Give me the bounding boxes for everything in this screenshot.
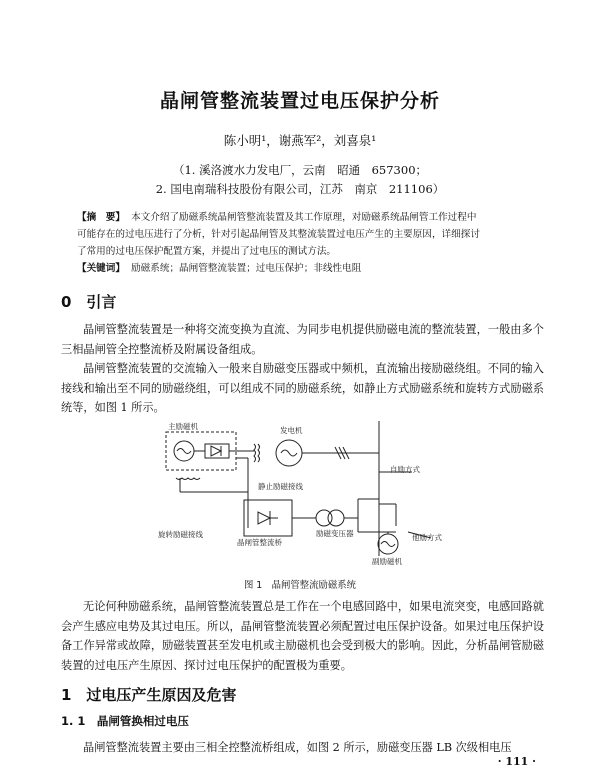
label-static-wiring: 静止励磁接线 [258, 482, 303, 491]
affiliation-1: （1. 溪洛渡水力发电厂，云南 昭通 657300； [172, 163, 428, 177]
abstract-line-2: 可能存在的过电压进行了分析，针对引起晶闸管及其整流装置过电压产生的主要原因，详细探讨 [77, 229, 480, 240]
diode-symbol [211, 446, 221, 456]
keywords: 励磁系统；晶闸管整流装置；过电压保护；非线性电阻 [131, 263, 362, 274]
page-number: · 111 · [497, 755, 536, 768]
label-sub-exciter: 副励磁机 [372, 557, 402, 566]
paragraph-3: 无论何种励磁系统，晶闸管整流装置总是工作在一个电感回路中，如果电流突变，电感回路就会产生感应电势及其过电压。所以，晶闸管整流装置必须配置过电压保护设备。如果过电压保护设备工作异常或故障，励磁装置甚至发电机或主励磁机也会受到极大的影响。因此，分析晶闸管励磁装置的过电压产生原因、探讨过电压保护的配置极为重要。 [61, 600, 544, 672]
label-main-exciter: 主励磁机 [168, 422, 198, 431]
section-0-heading: 0 引言 [61, 293, 117, 311]
exc-transformer-coil-1 [316, 510, 332, 526]
author-list: 陈小明¹，谢燕军²，刘喜泉¹ [223, 133, 377, 148]
exc-transformer-coil-2 [328, 510, 344, 526]
paragraph-4: 晶闸管整流装置主要由三相全控整流桥组成，如图 2 所示，励磁变压器 LB 次级相电压 [83, 741, 512, 754]
paper-title: 晶闸管整流装置过电压保护分析 [159, 90, 440, 112]
paragraph-2: 晶闸管整流装置的交流输入一般来自励磁变压器或中频机，直流输出接励磁绕组。不同的输入接线和输出至不同的励磁绕组，可以组成不同的励磁系统，如静止方式励磁系统和旋转方式励磁系统等，如图 1 所示。 [61, 362, 544, 414]
label-rotating-wiring: 旋转励磁接线 [158, 530, 203, 539]
abstract-line-3: 了常用的过电压保护配置方案，并提出了过电压的测试方法。 [77, 246, 337, 257]
rotor-winding [254, 444, 256, 462]
label-rectifier: 晶闸管整流桥 [237, 538, 282, 547]
label-separate-excitation: 他励方式 [412, 533, 442, 542]
abstract-line-1: 本文介绍了励磁系统晶闸管整流装置及其工作原理，对励磁系统晶闸管工作过程中 [131, 212, 477, 223]
thyristor-bridge [244, 500, 292, 536]
figure-1-caption: 图 1 晶闸管整流励磁系统 [243, 580, 357, 591]
diode-box [205, 444, 229, 458]
abstract [77, 209, 537, 277]
affiliation-2: 2. 国电南瑞科技股份有限公司，江苏 南京 211106） [155, 182, 445, 196]
section-1-1-heading: 1. 1 晶闸管换相过电压 [61, 714, 189, 728]
label-exc-transformer: 励磁变压器 [316, 529, 354, 538]
label-self-excitation: 自励方式 [390, 465, 420, 474]
paragraph-1: 晶闸管整流装置是一种将交流变换为直流、为同步电机提供励磁电流的整流装置，一般由多个三相晶闸管全控整流桥及附属设备组成。 [61, 323, 544, 356]
label-generator: 发电机 [280, 426, 303, 435]
abstract-tag: 【摘 要】 [77, 212, 125, 223]
section-1-heading: 1 过电压产生原因及危害 [61, 686, 237, 704]
keywords-tag: 【关键词】 [77, 263, 125, 274]
figure-1-diagram [150, 416, 462, 570]
